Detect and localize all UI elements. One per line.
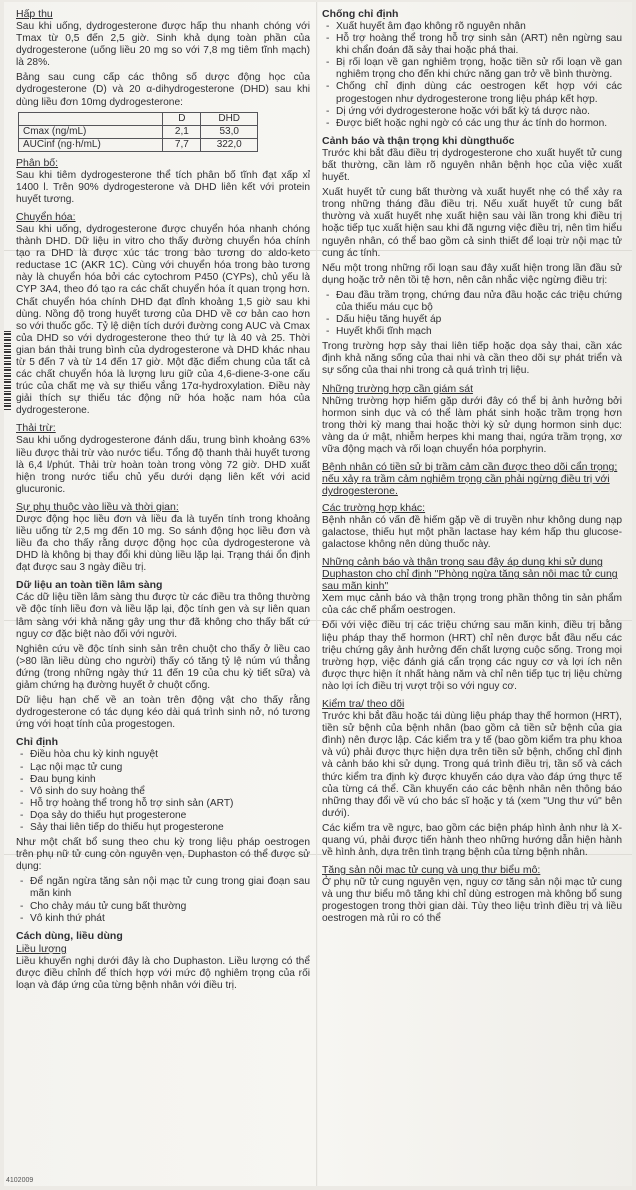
table-cell: 2,1 <box>163 125 201 138</box>
indication-list-2 <box>16 876 310 924</box>
paragraph: Đối với việc điều trị các triệu chứng sau mãn kinh, điều trị bằng liệu pháp thay thế hormon (HRT) chỉ nên được bắt đầu nếu các triệu chứng gây ảnh hưởng đến chất lượng cuộc sống. Trong mọi trường hợp, việc đánh giá cẩn trọng các nguy cơ và lợi ích nên được thực hiện ít nhất hàng năm và chỉ nên tiếp tục trị liệu chừng nào lợi ích điều trị vượt trội so với nguy cơ. <box>322 620 622 692</box>
list-item: - Dị ứng với dydrogesterone hoặc với bất kỳ tá dược nào. <box>336 106 622 118</box>
list-item: - Cho chảy máu tử cung bất thường <box>30 901 310 913</box>
paragraph: Bảng sau cung cấp các thông số dược động học của dydrogesterone (D) và 20 α-dihydrogesterone (DHD) sau khi dùng liều đơn 10mg dydrogesterone: <box>16 72 310 108</box>
right-column <box>322 8 622 1184</box>
list-item: - Hỗ trợ hoàng thể trong hỗ trợ sinh sản (ART) <box>30 798 310 810</box>
section-title-chi-dinh: Chỉ định <box>16 736 58 749</box>
list-item: - Lạc nội mạc tử cung <box>30 762 310 774</box>
section-title-truong-hop-khac: Các trường hợp khác: <box>322 502 426 514</box>
warning-list <box>322 290 622 338</box>
paragraph: Sau khi uống, dydrogesterone được hấp thu nhanh chóng với Tmax từ 0,5 đến 2,5 giờ. Sinh khả dụng toàn phần của dydrogesterone (uống liều 20 mg so với 7,8 mg tiêm tĩnh mạch) là 28%. <box>16 21 310 69</box>
list-item: - Sảy thai liên tiếp do thiếu hụt progesterone <box>30 822 310 834</box>
table-row <box>19 138 258 151</box>
list-item: - Xuất huyết âm đạo không rõ nguyên nhân <box>336 21 622 33</box>
table-row <box>19 125 258 138</box>
list-item: - Huyết khối tĩnh mạch <box>336 326 622 338</box>
paragraph: Nghiên cứu về độc tính sinh sản trên chuột cho thấy ở liều cao (>80 lần liều dùng cho người) thấy có tăng tỷ lệ núm vú thẳng đứng (trong những ngày thứ 11 đến 19 của chu kỳ tiết sữa) và giảm chứng hạ đường huyết ở chuột cống. <box>16 643 310 692</box>
section-title-chong-chi-dinh: Chống chỉ định <box>322 8 399 20</box>
section-title-tang-san: Tăng sản nội mạc tử cung và ung thư biểu mô: <box>322 864 541 877</box>
list-item: - Bị rối loạn về gan nghiêm trọng, hoặc tiền sử rối loạn về gan nghiêm trọng cho đến khi chức năng gan trở về bình thường. <box>336 57 622 81</box>
paragraph: Nếu một trong những rối loạn sau đây xuất hiện trong lần đầu sử dụng hoặc trở nên tồi tệ hơn, nên cân nhắc việc ngừng điều trị: <box>322 262 622 286</box>
list-item: - Điều hòa chu kỳ kinh nguyệt <box>30 749 310 761</box>
section-title-phan-bo: Phân bố: <box>16 156 59 169</box>
pk-table <box>18 112 258 152</box>
list-item: - Chống chỉ định dùng các oestrogen kết hợp với các progestogen như dydrogesterone trong liệu pháp kết hợp. <box>336 81 622 105</box>
paragraph: Liều khuyến nghị dưới đây là cho Duphaston. Liều lượng có thể được điều chỉnh để thích hợp với mức độ nghiêm trọng của rối loạn và đáp ứng của từng bệnh nhân với điều trị. <box>16 955 310 991</box>
section-title-phu-thuoc: Sự phụ thuộc vào liều và thời gian: <box>16 500 179 513</box>
section-title-hap-thu: Hấp thu <box>16 8 53 20</box>
indication-list <box>16 749 310 834</box>
table-cell: D <box>163 112 201 125</box>
list-item: - Dấu hiệu tăng huyết áp <box>336 314 622 326</box>
list-item: - Đau đầu trầm trọng, chứng đau nửa đầu hoặc các triệu chứng của thiếu máu cục bộ <box>336 290 622 314</box>
section-title-canh-bao: Cảnh báo và thận trọng khi dùngthuốc <box>322 134 515 147</box>
list-item: - Vô sinh do suy hoàng thể <box>30 786 310 798</box>
section-title-phong-ngua: Những cảnh báo và thận trọng sau đây áp dụng khi sử dụng Duphaston cho chỉ định "Phòng ngừa tăng sản nội mạc tử cung sau mãn kinh" <box>322 556 618 593</box>
section-title-thai-tru: Thải trừ: <box>16 422 56 435</box>
section-title-chuyen-hoa: Chuyển hóa: <box>16 210 76 223</box>
paragraph: Bệnh nhân có vấn đề hiếm gặp về di truyền như không dung nạp galactose, thiếu hụt một phần lactase hay kém hấp thu glucose-galactose không nên dùng thuốc này. <box>322 515 622 551</box>
paragraph: Trước khi bắt đầu điều trị dydrogesterone cho xuất huyết tử cung bất thường, cần làm rõ nguyên nhân bệnh học của việc xuất huyết. <box>322 147 622 184</box>
paragraph: Trước khi bắt đầu hoặc tái dùng liệu pháp thay thế hormon (HRT), tiền sử bệnh của bệnh nhân (bao gồm cả tiền sử bệnh của gia đình) nên được lập. Các kiểm tra y tế (bao gồm kiểm tra phụ khoa và vú) phải được thực hiện dựa trên tiền sử bệnh, chống chỉ định và cảnh báo khi sử dụng. Trong quá trình điều trị, tần số và cách thức kiểm tra định kỳ được khuyến cáo dựa vào đáp ứng thực tế của từng cá thể. Cần khuyến cáo các bệnh nhân nên thông báo những thay đổi về vú cho bác sĩ hoặc y tá (xem "Ung thư vú" bên dưới). <box>322 711 622 819</box>
paragraph: Các kiểm tra về ngực, bao gồm các biện pháp hình ảnh như là X-quang vú, phải được tiến hành theo những hướng dẫn hiện hành về hình ảnh, dựa trên tình trạng bệnh của từng bệnh nhân. <box>322 822 622 859</box>
section-title-giam-sat: Những trường hợp cần giám sát <box>322 382 473 395</box>
section-title-tram-cam: Bệnh nhân có tiền sử bị trầm cảm cần được theo dõi cẩn trọng; nếu xảy ra trầm cảm nghiêm trọng cần phải ngừng điều trị với dydrogesterone. <box>322 461 618 497</box>
subsection-title-lieu-luong: Liều lượng <box>16 942 67 955</box>
section-title-cach-dung: Cách dùng, liều dùng <box>16 929 123 942</box>
list-item: - Được biết hoặc nghi ngờ có các ung thư ác tính do hormon. <box>336 118 622 130</box>
paragraph: Xem mục cảnh báo và thận trọng trong phần thông tin sản phẩm của các chế phẩm oestrogen. <box>322 593 622 617</box>
table-cell: 53,0 <box>201 125 258 138</box>
side-barcode <box>4 330 11 410</box>
paragraph: Sau khi uống, dydrogesterone được chuyển hóa nhanh chóng thành DHD. Dữ liệu in vitro cho thấy đường chuyển hóa chính tạo ra DHD là được xúc tác trong bào tương do aldo-keto reductase 1C (AKR 1C). Cùng với chuyển hóa trong bào tương này là chuyển hóa bởi các cytochrom P450 (CYPs), chủ yếu là CYP 3A4, theo đó tạo ra các chất chuyển hóa ít quan trọng hơn. Chất chuyển hóa chính DHD đạt đỉnh khoảng 1,5 giờ sau khi dùng. Nồng độ trong huyết tương của DHD về cơ bản cao hơn so với thuốc gốc. Tỷ lệ diện tích dưới đường cong AUC và Cmax của DHD so với dydrogesterone theo thứ tự là 40 và 25. Thời gian bán thải trung bình của dydrogesterone và DHD khác nhau từ 5 đến 7 và từ 14 đến 17 giờ. Một đặc điểm chung của tất cả các chất chuyển hóa là lượng lưu giữ của 4,6-diene-3-one cấu trúc của chất mẹ và sự thiếu vắng 17α-hydroxylation. Điều này giải thích sự thiếu tác động nữ hóa hoặc nam hóa của dydrogesterone. <box>16 223 310 417</box>
table-header-row <box>19 112 258 125</box>
paragraph: Dữ liệu hạn chế về an toàn trên động vật cho thấy rằng dydrogesterone có tác dụng kéo dài quá trình sinh nở, nó tương ứng với hoạt tính của progestogen. <box>16 695 310 731</box>
list-item: - Vô kinh thứ phát <box>30 913 310 925</box>
section-title-an-toan: Dữ liệu an toàn tiền lâm sàng <box>16 579 163 592</box>
section-title-kiem-tra: Kiểm tra/ theo dõi <box>322 698 405 711</box>
paragraph: Các dữ liệu tiền lâm sàng thu được từ các điều tra thông thường về độc tính liều đơn và liều lặp lại, độc tính gen và sự liên quan lâm sàng với khả năng gây ung thư đã không cho thấy bất cứ nguy cơ đặc biệt nào đối với người. <box>16 592 310 640</box>
paragraph: Ở phụ nữ tử cung nguyên vẹn, nguy cơ tăng sản nội mạc tử cung và ung thư biểu mô tăng khi chỉ dùng estrogen mà không bổ sung progestogen trong thời gian dài. Tùy theo liệu trình điều trị và liều oestrogen mà rủi ro có thể <box>322 877 622 925</box>
table-cell: 7,7 <box>163 138 201 151</box>
table-cell: 322,0 <box>201 138 258 151</box>
paragraph: Như một chất bổ sung theo chu kỳ trong liệu pháp oestrogen trên phụ nữ tử cung còn nguyên vẹn, Duphaston có thể được sử dụng: <box>16 837 310 873</box>
paragraph: Dược động học liều đơn và liều đa là tuyến tính trong khoảng liều uống từ 2,5 mg đến 10 mg. So sánh động học liều đơn và liều đa cho thấy rằng dược động học của dydrogesterone và DHD là không bị thay đổi khi dùng liều lặp lại. Trạng thái ổn định đạt được sau 3 ngày điều trị. <box>16 513 310 574</box>
fold-line <box>316 2 318 1186</box>
paragraph: Xuất huyết tử cung bất thường và xuất huyết nhẹ có thể xảy ra trong những tháng đầu điều trị. Nếu xuất huyết tử cung bất thường và xuất huyết nhẹ xuất hiện sau vài lần trong khi điều trị hoặc tiếp tục xuất hiện sau khi đã ngưng việc điều trị, nên tìm hiểu nguyên nhân, có thể bao gồm cả sinh thiết để loại trừ nội mạc tử cung ác tính. <box>322 187 622 259</box>
list-item: - Để ngăn ngừa tăng sản nội mạc tử cung trong giai đoạn sau mãn kinh <box>30 876 310 900</box>
table-cell <box>19 112 163 125</box>
list-item: - Dọa sảy do thiếu hụt progesterone <box>30 810 310 822</box>
footer-code: 4102009 <box>6 1177 34 1184</box>
paragraph: Trong trường hợp sảy thai liên tiếp hoặc dọa sảy thai, cần xác định khả năng sống của thai nhi và cần theo dõi sự phát triển và sự sống của thai nhi trong cả quá trình trị liệu. <box>322 341 622 377</box>
left-column <box>16 8 310 1184</box>
paragraph: Sau khi tiêm dydrogesterone thể tích phân bố tĩnh đạt xấp xỉ 1400 l. Trên 90% dydrogesterone và DHD liên kết với protein huyết tương. <box>16 169 310 205</box>
table-cell: Cmax (ng/mL) <box>19 125 163 138</box>
leaflet-sheet <box>4 2 632 1186</box>
list-item: - Đau bụng kinh <box>30 774 310 786</box>
list-item: - Hỗ trợ hoàng thể trong hỗ trợ sinh sản (ART) nên ngừng sau khi chẩn đoán đã sảy thai hoặc phá thai. <box>336 33 622 57</box>
paragraph: Sau khi uống dydrogesterone đánh dấu, trung bình khoảng 63% liều được thải trừ vào nước tiểu. Tổng độ thanh thải huyết tương là 6,4 l/phút. Thải trừ hoàn toàn trong vòng 72 giờ. DHD xuất hiện trong nước tiểu chủ yếu dưới dạng liên kết với acid glucuronic. <box>16 435 310 495</box>
paragraph: Những trường hợp hiếm gặp dưới đây có thể bị ảnh hưởng bởi hormon sinh dục và có thể làm phát sinh hoặc trầm trọng hơn trong thời kỳ mang thai hoặc thời kỳ sử dụng hormon sinh dục: vàng da ứ mật, nhiễm herpes khi mang thai, ngứa trầm trọng, xơ vữa động mạch và rối loạn chuyển hóa porphyrin. <box>322 395 622 455</box>
contraindication-list <box>322 21 622 130</box>
table-cell: AUCinf (ng·h/mL) <box>19 138 163 151</box>
table-cell: DHD <box>201 112 258 125</box>
